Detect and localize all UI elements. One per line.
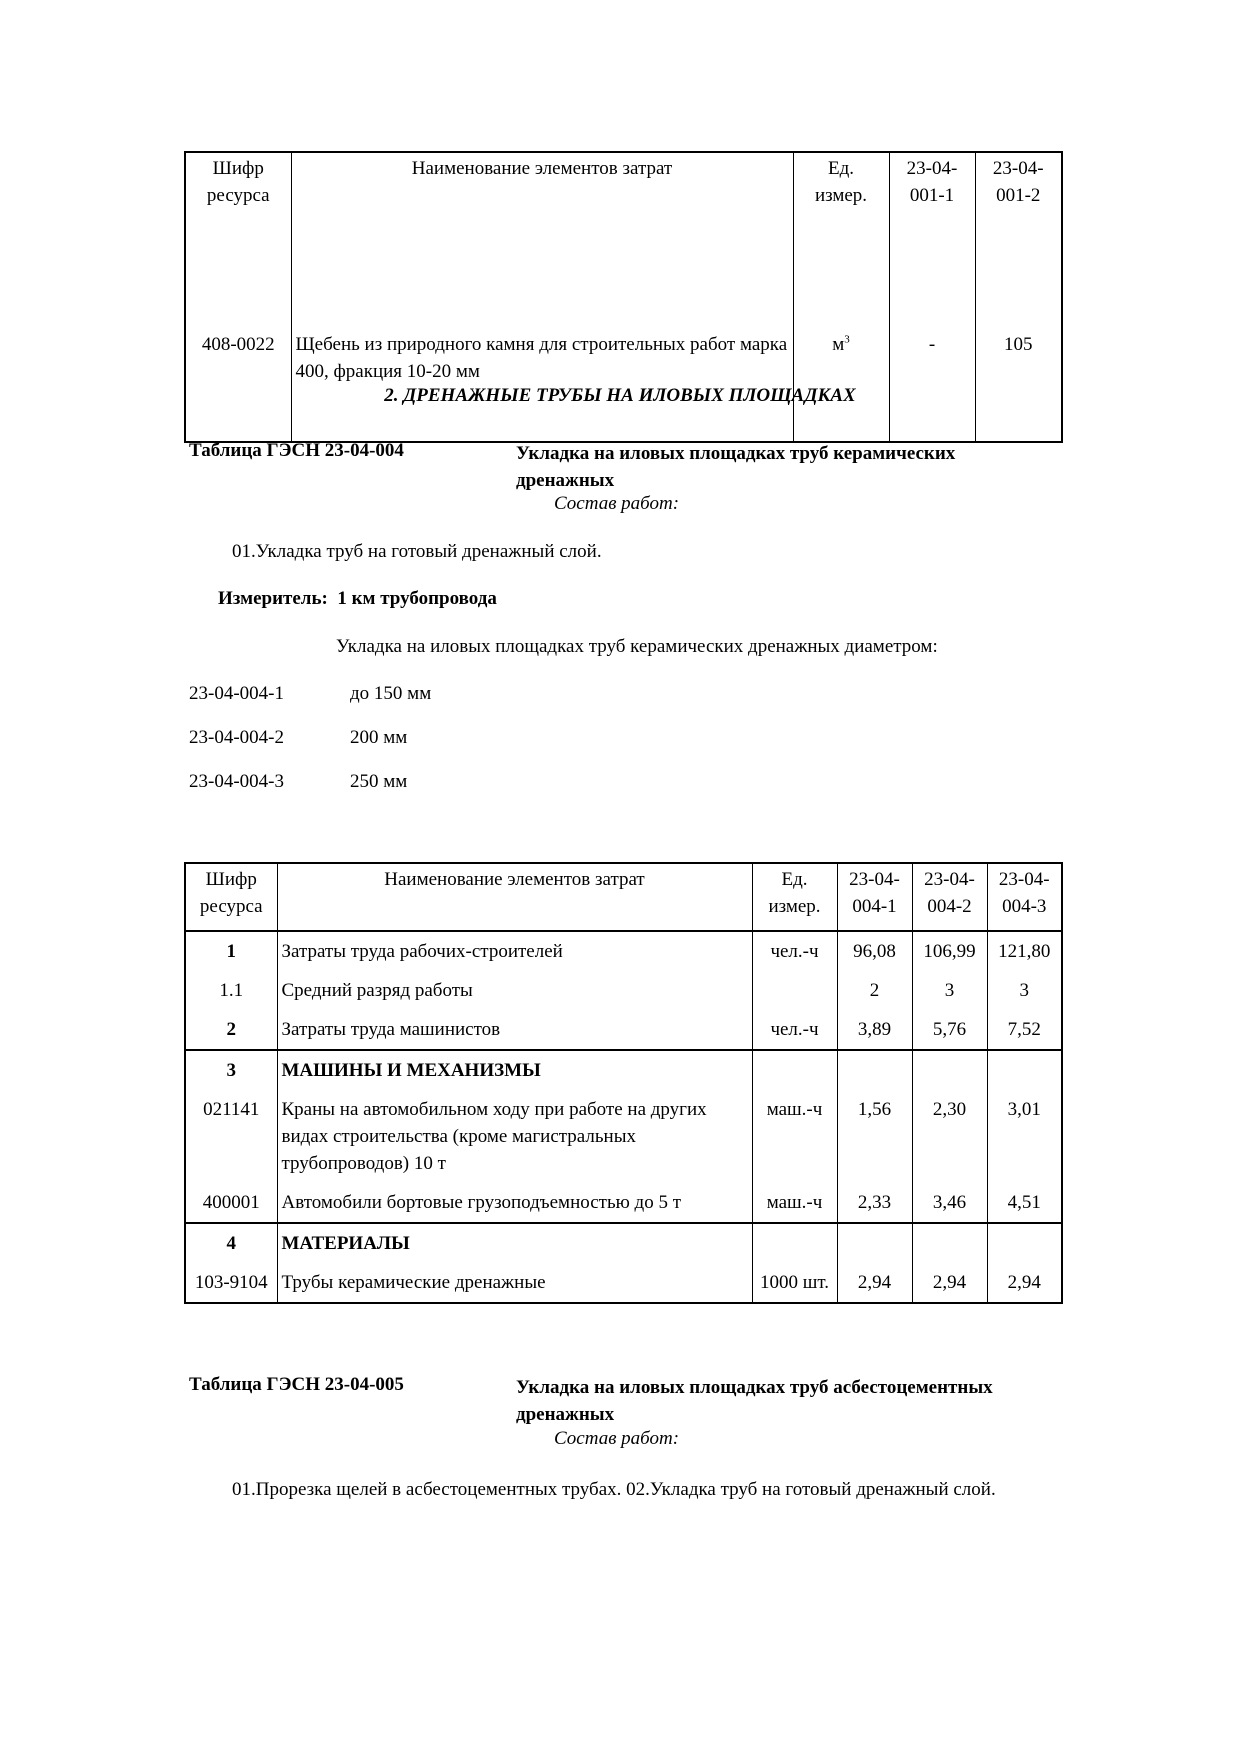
table-row — [185, 219, 1062, 442]
row-value-2 — [912, 1050, 987, 1090]
row-value-1: 3,89 — [837, 1010, 912, 1050]
table-row — [185, 1010, 1062, 1050]
row-unit: чел.-ч — [752, 931, 837, 971]
row-code: 021141 — [185, 1090, 277, 1183]
row-value-1: 2,94 — [837, 1263, 912, 1303]
row-code: 103-9104 — [185, 1263, 277, 1303]
header-name: Наименование элементов затрат — [277, 863, 752, 931]
resource-table-23-04-004 — [184, 862, 1063, 1304]
table-row — [185, 931, 1062, 971]
table-row — [185, 1223, 1062, 1263]
row-name: Затраты труда машинистов — [277, 1010, 752, 1050]
table-005-composition-label: Состав работ: — [554, 1428, 680, 1449]
row-value-2: 3 — [912, 971, 987, 1010]
row-value-1: 96,08 — [837, 931, 912, 971]
table-004-title: Укладка на иловых площадках труб керамических дренажных — [516, 443, 956, 491]
row-value-3: 2,94 — [987, 1263, 1062, 1303]
row-value-2 — [912, 1223, 987, 1263]
table-005-title: Укладка на иловых площадках труб асбестоцементных дренажных — [516, 1377, 993, 1425]
row-unit — [752, 1223, 837, 1263]
row-code: 3 — [185, 1050, 277, 1090]
header-unit: Ед. измер. — [793, 152, 889, 219]
item-code: 23-04-004-3 — [189, 771, 284, 792]
measure-line — [218, 588, 497, 610]
table-header-row — [185, 152, 1062, 219]
row-value-3: 4,51 — [987, 1183, 1062, 1223]
header-unit: Ед. измер. — [752, 863, 837, 931]
item-code: 23-04-004-2 — [189, 727, 284, 748]
table-004-composition: 01.Укладка труб на готовый дренажный слой. — [232, 541, 602, 562]
row-name: МАШИНЫ И МЕХАНИЗМЫ — [277, 1050, 752, 1090]
table-005-composition: 01.Прорезка щелей в асбестоцементных трубах. 02.Укладка труб на готовый дренажный слой. — [232, 1479, 996, 1500]
row-unit — [752, 1050, 837, 1090]
row-value-1 — [837, 1050, 912, 1090]
row-code: 408-0022 — [185, 219, 291, 442]
row-value-2: 5,76 — [912, 1010, 987, 1050]
row-value-3 — [987, 1223, 1062, 1263]
row-value-3: 121,80 — [987, 931, 1062, 971]
row-unit: маш.-ч — [752, 1090, 837, 1183]
header-name: Наименование элементов затрат — [291, 152, 793, 219]
table-004-composition-label: Состав работ: — [554, 493, 680, 514]
table-header-row — [185, 863, 1062, 931]
header-col-3: 23-04- 004-3 — [987, 863, 1062, 931]
header-code: Шифр ресурса — [185, 152, 291, 219]
row-value-3: 7,52 — [987, 1010, 1062, 1050]
header-code: Шифр ресурса — [185, 863, 277, 931]
row-value-1: 2 — [837, 971, 912, 1010]
row-value-3: 3 — [987, 971, 1062, 1010]
row-unit: $м^3$ — [793, 219, 889, 442]
section-title: 2. ДРЕНАЖНЫЕ ТРУБЫ НА ИЛОВЫХ ПЛОЩАДКАХ — [384, 385, 856, 406]
header-col-1: 23-04- 001-1 — [889, 152, 975, 219]
row-code: 4 — [185, 1223, 277, 1263]
row-unit: маш.-ч — [752, 1183, 837, 1223]
row-value-1: - — [889, 219, 975, 442]
table-row — [185, 1263, 1062, 1303]
header-col-2: 23-04- 001-2 — [975, 152, 1062, 219]
row-value-1: 1,56 — [837, 1090, 912, 1183]
row-name: Краны на автомобильном ходу при работе на других видах строительства (кроме магистральных трубопроводов) 10 т — [277, 1090, 752, 1183]
row-value-3 — [987, 1050, 1062, 1090]
row-value-2: 106,99 — [912, 931, 987, 971]
row-value-1: 2,33 — [837, 1183, 912, 1223]
header-col-2: 23-04- 004-2 — [912, 863, 987, 931]
table-row — [185, 1050, 1062, 1090]
row-value-3: 3,01 — [987, 1090, 1062, 1183]
item-desc: 200 мм — [350, 727, 408, 748]
table-005-label: Таблица ГЭСН 23-04-005 — [189, 1374, 404, 1395]
table-row — [185, 1183, 1062, 1223]
row-value-2: 105 — [975, 219, 1062, 442]
item-desc: до 150 мм — [350, 683, 432, 704]
row-name: Средний разряд работы — [277, 971, 752, 1010]
row-value-1 — [837, 1223, 912, 1263]
row-unit: чел.-ч — [752, 1010, 837, 1050]
row-name: Автомобили бортовые грузоподъемностью до 5 т — [277, 1183, 752, 1223]
header-col-1: 23-04- 004-1 — [837, 863, 912, 931]
row-code: 2 — [185, 1010, 277, 1050]
measure-value: 1 км трубопровода — [337, 588, 497, 609]
row-unit: 1000 шт. — [752, 1263, 837, 1303]
row-code: 1.1 — [185, 971, 277, 1010]
items-intro: Укладка на иловых площадках труб керамических дренажных диаметром: — [336, 636, 938, 657]
measure-label: Измеритель: — [218, 588, 328, 609]
row-name: Трубы керамические дренажные — [277, 1263, 752, 1303]
row-value-2: 3,46 — [912, 1183, 987, 1223]
row-code: 400001 — [185, 1183, 277, 1223]
item-code: 23-04-004-1 — [189, 683, 284, 704]
table-004-label: Таблица ГЭСН 23-04-004 — [189, 440, 404, 461]
row-value-2: 2,30 — [912, 1090, 987, 1183]
row-name: Затраты труда рабочих-строителей — [277, 931, 752, 971]
table-row — [185, 971, 1062, 1010]
row-code: 1 — [185, 931, 277, 971]
item-desc: 250 мм — [350, 771, 408, 792]
row-name: МАТЕРИАЛЫ — [277, 1223, 752, 1263]
row-value-2: 2,94 — [912, 1263, 987, 1303]
row-name: Щебень из природного камня для строительных работ марка 400, фракция 10-20 мм — [291, 219, 793, 442]
row-unit — [752, 971, 837, 1010]
table-row — [185, 1090, 1062, 1183]
